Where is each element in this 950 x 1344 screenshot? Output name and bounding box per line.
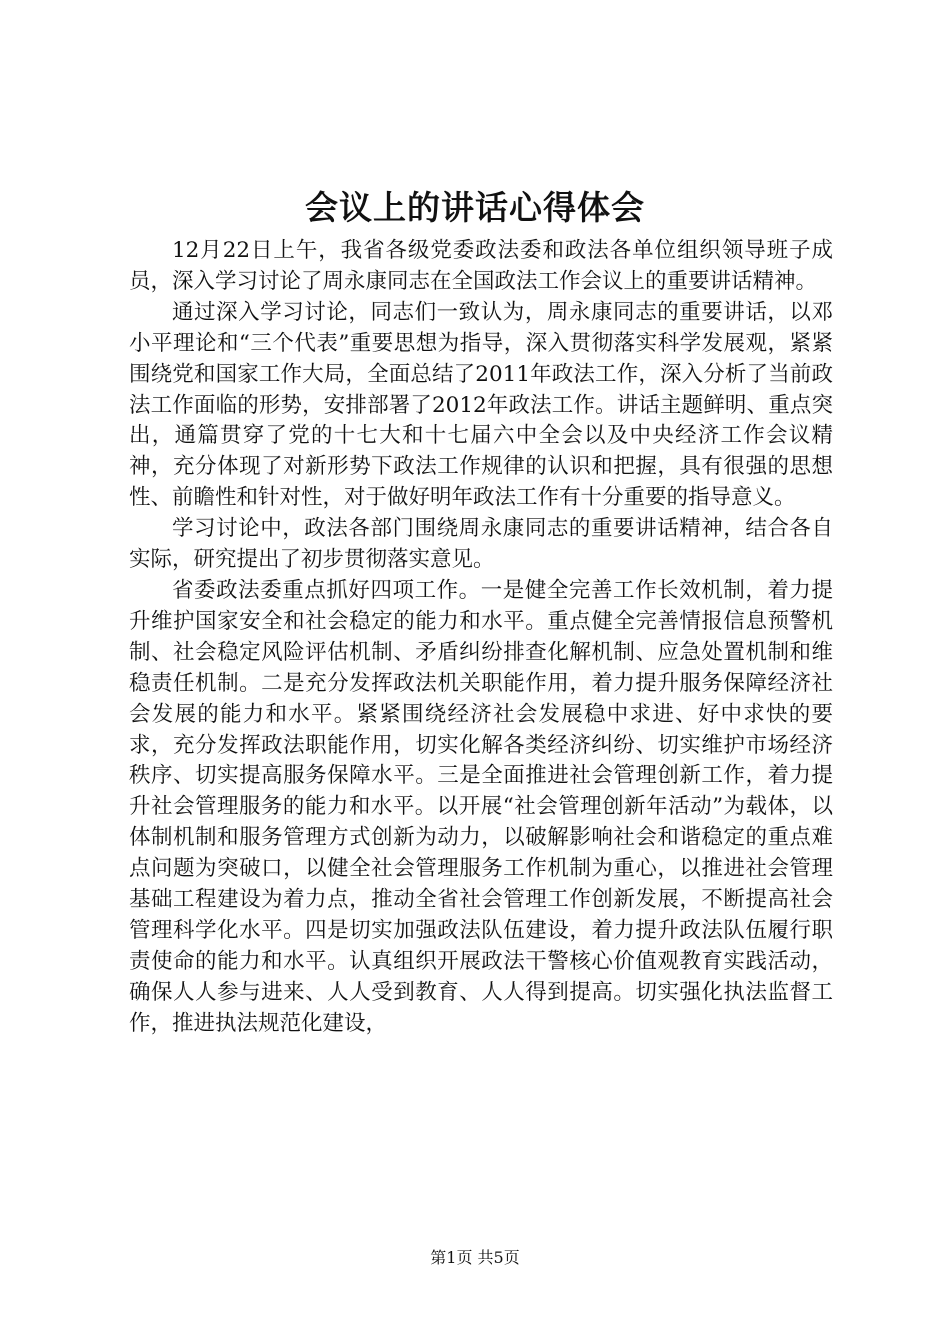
paragraph-4: 省委政法委重点抓好四项工作。一是健全完善工作长效机制，着力提升维护国家安全和社会稳定的能力和水平。重点健全完善情报信息预警机制、社会稳定风险评估机制、矛盾纠纷排查化解机制、应急处置机制和维稳责任机制。二是充分发挥政法机关职能作用，着力提升服务保障经济社会发展的能力和水平。紧紧围绕经济社会发展稳中求进、好中求快的要求，充分发挥政法职能作用，切实化解各类经济纠纷、切实维护市场经济秩序、切实提高服务保障水平。三是全面推进社会管理创新工作，着力提升社会管理服务的能力和水平。以开展“社会管理创新年活动”为载体，以体制机制和服务管理方式创新为动力，以破解影响社会和谐稳定的重点难点问题为突破口，以健全社会管理服务工作机制为重心，以推进社会管理基础工程建设为着力点，推动全省社会管理工作创新发展，不断提高社会管理科学化水平。四是切实加强政法队伍建设，着力提升政法队伍履行职责使命的能力和水平。认真组织开展政法干警核心价值观教育实践活动，确保人人参与进来、人人受到教育、人人得到提高。切实强化执法监督工作，推进执法规范化建设， bbox=[129, 577, 833, 1036]
document-title: 会议上的讲话心得体会 bbox=[305, 188, 645, 227]
page-footer: 第1页 共5页 bbox=[430, 1248, 520, 1267]
paragraph-3: 学习讨论中，政法各部门围绕周永康同志的重要讲话精神，结合各自实际，研究提出了初步贯彻落实意见。 bbox=[129, 516, 833, 573]
paragraph-1: 12月22日上午，我省各级党委政法委和政法各单位组织领导班子成员，深入学习讨论了周永康同志在全国政法工作会议上的重要讲话精神。 bbox=[129, 238, 833, 294]
paragraph-2: 通过深入学习讨论，同志们一致认为，周永康同志的重要讲话，以邓小平理论和“三个代表”重要思想为指导，深入贯彻落实科学发展观，紧紧围绕党和国家工作大局，全面总结了2011年政法工作，深入分析了当前政法工作面临的形势，安排部署了2012年政法工作。讲话主题鲜明、重点突出，通篇贯穿了党的十七大和十七届六中全会以及中央经济工作会议精神，充分体现了对新形势下政法工作规律的认识和把握，具有很强的思想性、前瞻性和针对性，对于做好明年政法工作有十分重要的指导意义。 bbox=[129, 299, 833, 511]
document-body bbox=[129, 236, 833, 1040]
